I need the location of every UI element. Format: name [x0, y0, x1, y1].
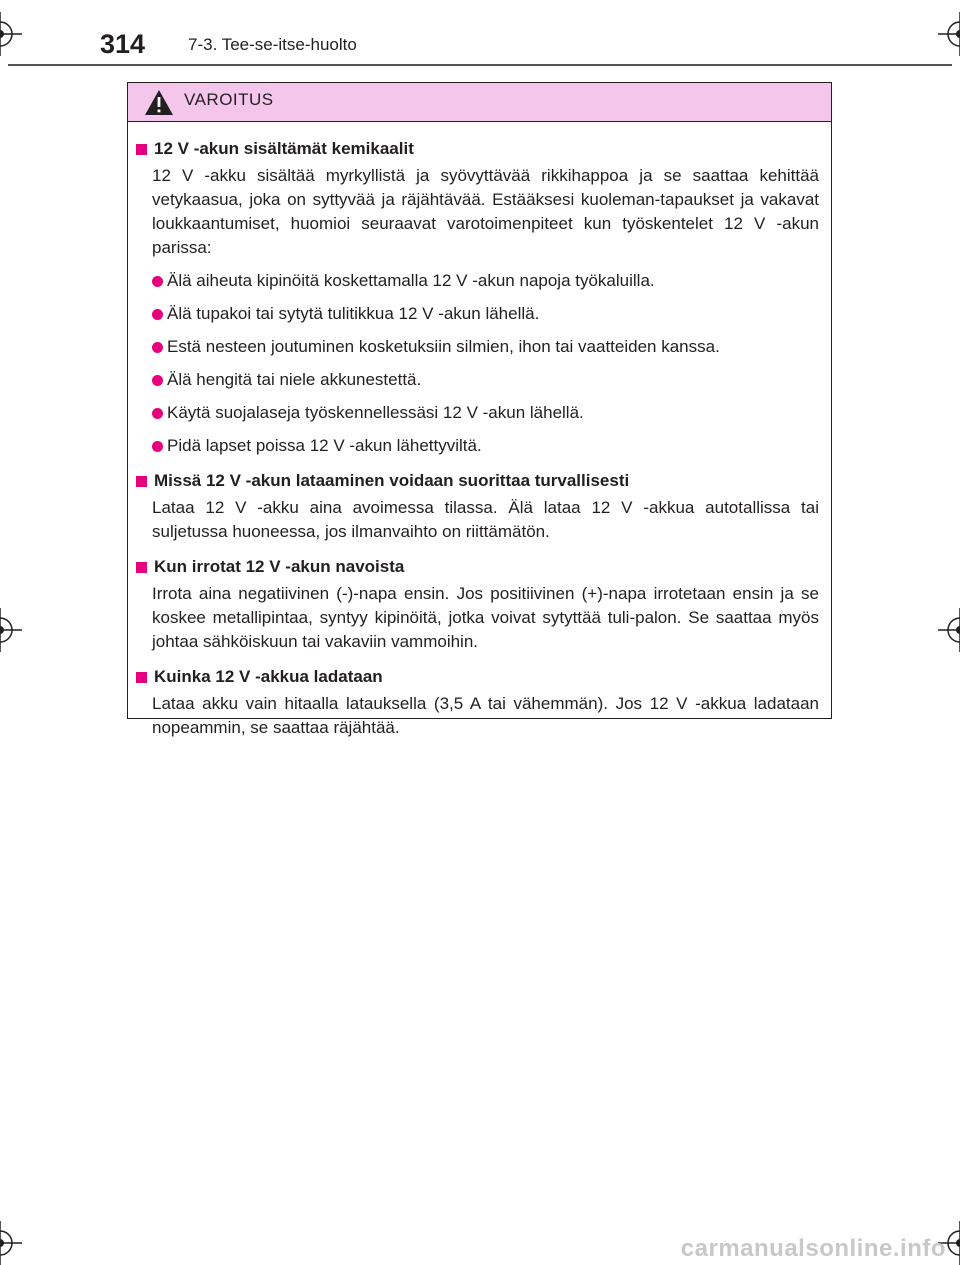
square-bullet-icon [136, 144, 147, 155]
page-header [100, 26, 930, 62]
list-item: Käytä suojalaseja työskennellessäsi 12 V -akun lähellä. [152, 401, 819, 425]
topic-text: 12 V -akku sisältää myrkyllistä ja syövyttävää rikkihappoa ja se saattaa kehittää vetykaasua, joka on syttyvää ja räjähtävää. Estääksesi kuoleman-tapaukset ja vakavat loukkaantumiset, huomioi seuraavat varotoimenpiteet kun työskentelet 12 V -akun parissa: [152, 166, 819, 257]
section-title: 7-3. Tee-se-itse-huolto [188, 35, 357, 54]
warning-body [128, 122, 831, 740]
warning-topic [132, 664, 819, 740]
square-bullet-icon [136, 672, 147, 683]
round-bullet-icon [152, 342, 163, 353]
warning-topic [132, 554, 819, 654]
warning-box [127, 82, 832, 737]
list-item: Pidä lapset poissa 12 V -akun lähettyviltä. [152, 434, 819, 458]
page-number: 314 [100, 29, 146, 59]
warning-label: VAROITUS [184, 90, 274, 109]
header-divider [8, 64, 952, 66]
topic-title: 12 V -akun sisältämät kemikaalit [154, 139, 414, 158]
registration-mark-icon [938, 12, 960, 56]
list-item: Älä hengitä tai niele akkunestettä. [152, 368, 819, 392]
registration-mark-icon [0, 1221, 22, 1265]
square-bullet-icon [136, 562, 147, 573]
warning-header [128, 83, 831, 122]
registration-mark-icon [0, 12, 22, 56]
round-bullet-icon [152, 441, 163, 452]
round-bullet-icon [152, 309, 163, 320]
list-item: Estä nesteen joutuminen kosketuksiin silmien, ihon tai vaatteiden kanssa. [152, 335, 819, 359]
topic-title: Missä 12 V -akun lataaminen voidaan suorittaa turvallisesti [154, 471, 630, 490]
topic-title: Kun irrotat 12 V -akun navoista [154, 557, 405, 576]
list-item: Älä tupakoi tai sytytä tulitikkua 12 V -akun lähellä. [152, 302, 819, 326]
warning-triangle-icon [144, 89, 174, 116]
topic-text: Irrota aina negatiivinen (-)-napa ensin. Jos positiivinen (+)-napa irrotetaan ensin ja se koskee metallipintaa, syntyy kipinöitä, jotka voivat sytyttää tuli-palon. Se saattaa myös johtaa sähköiskuun tai vakaviin vammoihin. [152, 584, 819, 651]
round-bullet-icon [152, 276, 163, 287]
topic-text: Lataa akku vain hitaalla latauksella (3,5 A tai vähemmän). Jos 12 V -akkua ladataan nopeammin, se saattaa räjähtää. [152, 694, 819, 737]
round-bullet-icon [152, 408, 163, 419]
topic-text: Lataa 12 V -akku aina avoimessa tilassa. Älä lataa 12 V -akkua autotallissa tai suljetussa huoneessa, jos ilmanvaihto on riittämätön. [152, 498, 819, 541]
square-bullet-icon [136, 476, 147, 487]
round-bullet-icon [152, 375, 163, 386]
topic-title: Kuinka 12 V -akkua ladataan [154, 667, 383, 686]
warning-topic [132, 136, 819, 458]
warning-topic [132, 468, 819, 544]
registration-mark-icon [0, 608, 22, 652]
registration-mark-icon [938, 608, 960, 652]
list-item: Älä aiheuta kipinöitä koskettamalla 12 V -akun napoja työkaluilla. [152, 269, 819, 293]
watermark: carmanualsonline.info [680, 1235, 946, 1262]
